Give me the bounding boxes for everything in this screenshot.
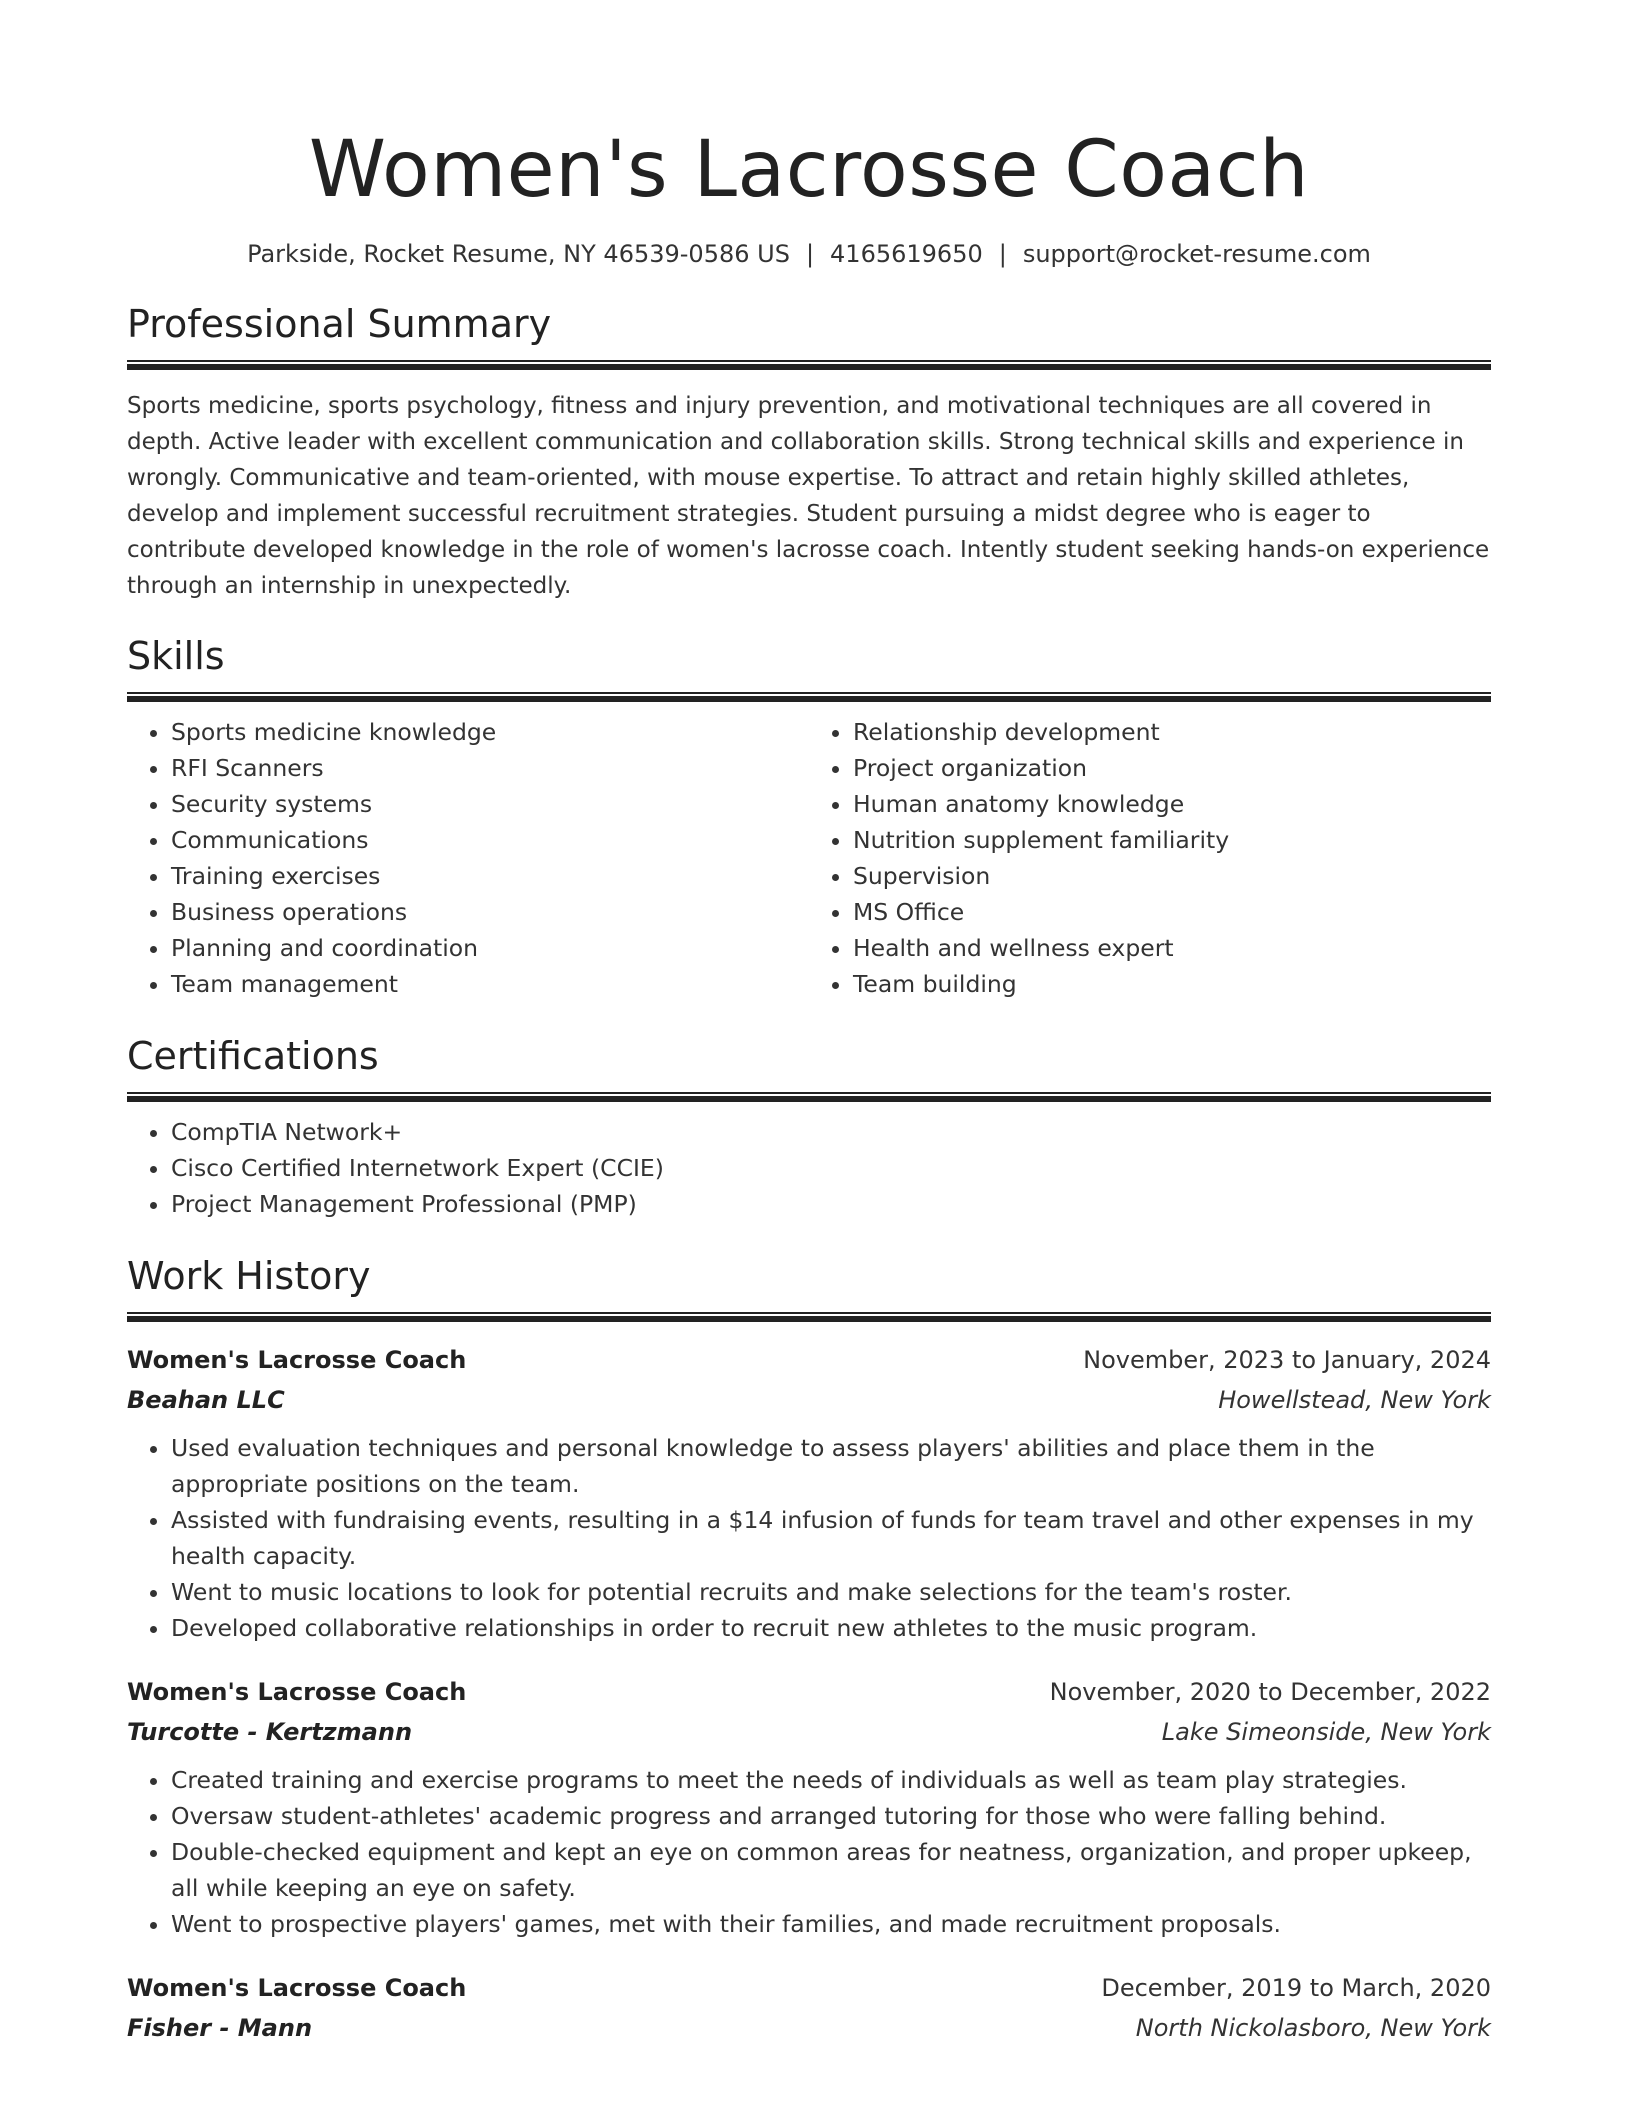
skill-item: • Human anatomy knowledge xyxy=(853,786,1491,822)
contact-line xyxy=(127,238,1491,270)
job-entry xyxy=(127,1340,1491,1646)
certification-item: • Cisco Certified Internetwork Expert (CCIE) xyxy=(171,1150,1491,1186)
job-company: Fisher - Mann xyxy=(127,2014,313,2042)
certifications-section xyxy=(127,1032,1491,1222)
job-company: Turcotte - Kertzmann xyxy=(127,1718,413,1746)
skill-item: • Project organization xyxy=(853,750,1491,786)
resume-page xyxy=(127,0,1491,2048)
skills-columns xyxy=(127,714,1491,1002)
job-bullet: • Went to prospective players' games, met with their families, and made recruitment proposals. xyxy=(171,1906,1491,1942)
skill-item: • Planning and coordination xyxy=(171,930,809,966)
section-divider xyxy=(127,1312,1491,1322)
job-location: Howellstead, New York xyxy=(1218,1386,1491,1414)
section-title-skills: Skills xyxy=(127,634,225,678)
job-location: North Nickolasboro, New York xyxy=(1135,2014,1491,2042)
job-bullet: • Oversaw student-athletes' academic progress and arranged tutoring for those who were falling behind. xyxy=(171,1798,1491,1834)
section-title-work-history: Work History xyxy=(127,1254,371,1298)
job-subheader xyxy=(127,1380,1491,1420)
contact-separator: | xyxy=(805,240,815,268)
section-divider xyxy=(127,360,1491,370)
job-header xyxy=(127,1968,1491,2008)
skill-item: • MS Office xyxy=(853,894,1491,930)
job-company: Beahan LLC xyxy=(127,1386,285,1414)
skill-item: • Relationship development xyxy=(853,714,1491,750)
contact-address: Parkside, Rocket Resume, NY 46539-0586 US xyxy=(247,240,790,268)
job-header xyxy=(127,1340,1491,1380)
skill-item: • Team management xyxy=(171,966,809,1002)
job-entry xyxy=(127,1968,1491,2048)
job-bullets xyxy=(127,1430,1491,1646)
skill-item: • Team building xyxy=(853,966,1491,1002)
job-bullet: • Developed collaborative relationships in order to recruit new athletes to the music program. xyxy=(171,1610,1491,1646)
skill-item: • Security systems xyxy=(171,786,809,822)
job-bullets xyxy=(127,1762,1491,1942)
job-dates: December, 2019 to March, 2020 xyxy=(1101,1974,1491,2002)
certification-item: • Project Management Professional (PMP) xyxy=(171,1186,1491,1222)
candidate-name: Women's Lacrosse Coach xyxy=(308,125,1310,215)
summary-section xyxy=(127,300,1491,604)
contact-phone: 4165619650 xyxy=(830,240,983,268)
job-title: Women's Lacrosse Coach xyxy=(127,1974,467,2002)
skill-item: • Nutrition supplement familiarity xyxy=(853,822,1491,858)
job-title: Women's Lacrosse Coach xyxy=(127,1346,467,1374)
skill-item: • Communications xyxy=(171,822,809,858)
job-title: Women's Lacrosse Coach xyxy=(127,1678,467,1706)
job-location: Lake Simeonside, New York xyxy=(1161,1718,1491,1746)
job-header xyxy=(127,1672,1491,1712)
skills-section xyxy=(127,632,1491,1002)
work-history-section xyxy=(127,1252,1491,2048)
job-dates: November, 2023 to January, 2024 xyxy=(1083,1346,1491,1374)
section-divider xyxy=(127,692,1491,702)
job-bullet: • Assisted with fundraising events, resulting in a $14 infusion of funds for team travel and other expenses in my health capacity. xyxy=(171,1502,1491,1574)
certifications-list xyxy=(127,1114,1491,1222)
contact-separator: | xyxy=(998,240,1007,268)
skill-item: • RFI Scanners xyxy=(171,750,809,786)
section-title-certifications: Certifications xyxy=(127,1034,379,1078)
summary-text: Sports medicine, sports psychology, fitness and injury prevention, and motivational techniques are all covered in depth. Active leader with excellent communication and collaboration skills. Strong technical skills and experience in wrongly. Communicative and team-oriented, with mouse expertise. To attract and retain highly skilled athletes, develop and implement successful recruitment strategies. Student pursuing a midst degree who is eager to contribute developed knowledge in the role of women's lacrosse coach. Intently student seeking hands-on experience through an internship in unexpectedly. xyxy=(127,393,1490,599)
contact-email: support@rocket-resume.com xyxy=(1022,240,1371,268)
job-dates: November, 2020 to December, 2022 xyxy=(1049,1678,1491,1706)
section-divider xyxy=(127,1092,1491,1102)
skill-item: • Health and wellness expert xyxy=(853,930,1491,966)
skills-list-right xyxy=(809,714,1491,1002)
job-bullet: • Created training and exercise programs to meet the needs of individuals as well as team play strategies. xyxy=(171,1762,1491,1798)
job-bullet: • Went to music locations to look for potential recruits and make selections for the team's roster. xyxy=(171,1574,1491,1610)
section-title-summary: Professional Summary xyxy=(127,302,552,346)
skill-item: • Business operations xyxy=(171,894,809,930)
job-entry xyxy=(127,1672,1491,1942)
skill-item: • Sports medicine knowledge xyxy=(171,714,809,750)
job-bullet: • Used evaluation techniques and personal knowledge to assess players' abilities and place them in the appropriate positions on the team. xyxy=(171,1430,1491,1502)
skill-item: • Training exercises xyxy=(171,858,809,894)
job-bullet: • Double-checked equipment and kept an eye on common areas for neatness, organization, and proper upkeep, all while keeping an eye on safety. xyxy=(171,1834,1491,1906)
skill-item: • Supervision xyxy=(853,858,1491,894)
certification-item: • CompTIA Network+ xyxy=(171,1114,1491,1150)
job-subheader xyxy=(127,1712,1491,1752)
job-subheader xyxy=(127,2008,1491,2048)
skills-list-left xyxy=(127,714,809,1002)
